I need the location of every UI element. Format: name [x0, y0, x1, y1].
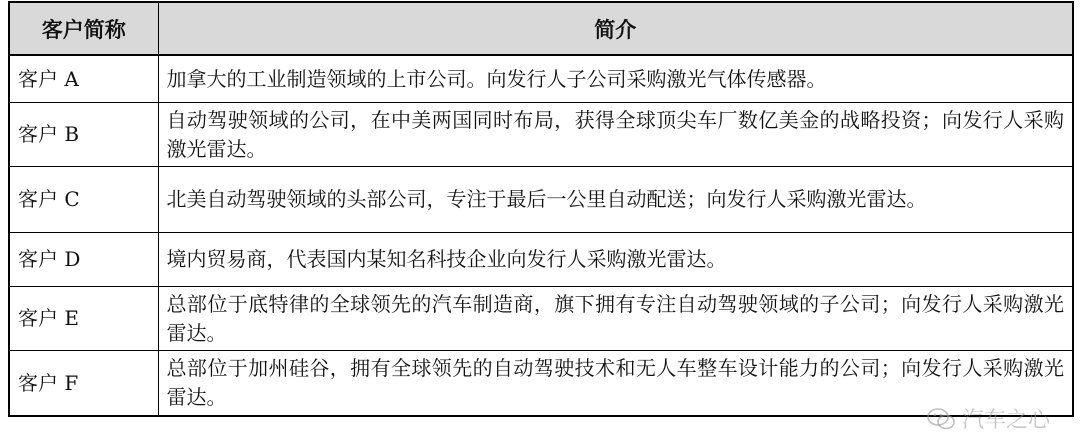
table-header-row [9, 2, 1073, 55]
table-row [9, 351, 1073, 417]
customer-intro-cell: 自动驾驶领域的公司，在中美两国同时布局，获得全球顶尖车厂数亿美金的战略投资；向发行人采购激光雷达。 [158, 103, 1073, 167]
customer-intro-cell: 境内贸易商，代表国内某知名科技企业向发行人采购激光雷达。 [158, 233, 1073, 287]
customer-intro-cell: 总部位于加州硅谷，拥有全球领先的自动驾驶技术和无人车整车设计能力的公司；向发行人采购激光雷达。 [158, 351, 1073, 417]
customer-name-cell: 客户 C [9, 167, 158, 233]
table-row [9, 103, 1073, 167]
customer-table-container [8, 1, 1072, 417]
customer-name-cell: 客户 E [9, 287, 158, 351]
table-row [9, 55, 1073, 103]
customer-name-cell: 客户 A [9, 55, 158, 103]
customer-intro-cell: 北美自动驾驶领域的头部公司，专注于最后一公里自动配送；向发行人采购激光雷达。 [158, 167, 1073, 233]
customer-intro-cell: 总部位于底特律的全球领先的汽车制造商，旗下拥有专注自动驾驶领域的子公司；向发行人采购激光雷达。 [158, 287, 1073, 351]
customer-name-cell: 客户 F [9, 351, 158, 417]
customer-name-cell: 客户 D [9, 233, 158, 287]
table-row [9, 167, 1073, 233]
table-row [9, 287, 1073, 351]
watermark-text: 汽车之心 [961, 408, 1050, 433]
header-customer-name: 客户简称 [9, 2, 158, 55]
customer-table [8, 1, 1074, 417]
customer-name-cell: 客户 B [9, 103, 158, 167]
header-introduction: 简介 [158, 2, 1073, 55]
table-row [9, 233, 1073, 287]
customer-intro-cell: 加拿大的工业制造领域的上市公司。向发行人子公司采购激光气体传感器。 [158, 55, 1073, 103]
